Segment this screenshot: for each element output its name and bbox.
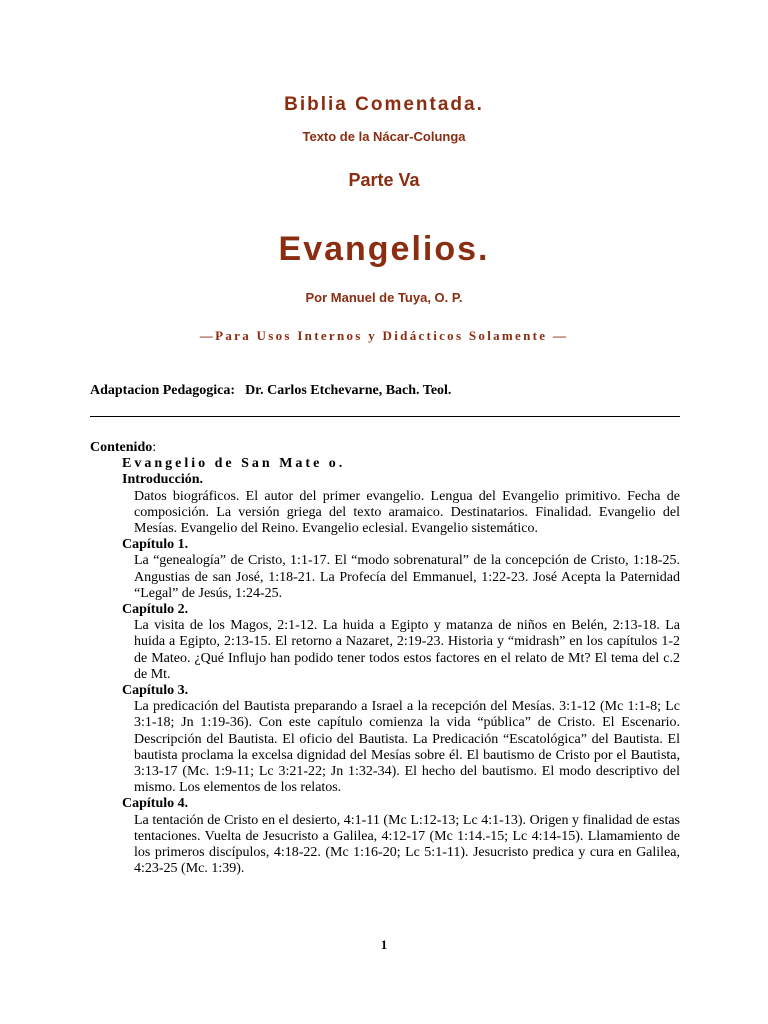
book-title: Biblia Comentada. xyxy=(284,94,484,115)
section-desc-chapter-3: La predicación del Bautista preparando a Israel a la recepción del Mesías. 3:1-12 (Mc 1:1-8; Lc 3:1-18; Jn 1:19-36). Con este capítulo comienza la vida “pública” de Cristo. El Escenario. Descripción del Bautista. El oficio del Bautista. La Predicación “Escatológica” del Bautista. El bautista proclama la excelsa dignidad del Mesías sobre él. El bautismo de Cristo por el Bautista, 3:13-17 (Mc. 1:9-11; Lc 3:21-22; Jn 1:32-34). El hecho del bautismo. El modo descriptivo del mismo. Los elementos de los relatos. xyxy=(134,699,680,796)
section-title-chapter-3: Capítulo 3. xyxy=(122,683,189,699)
adaptation-label: Adaptacion Pedagogica: xyxy=(90,383,236,398)
section-title-chapter-1: Capítulo 1. xyxy=(122,537,189,553)
page-number: 1 xyxy=(380,937,388,952)
part-title: Parte Va xyxy=(348,170,420,190)
section-desc-chapter-4: La tentación de Cristo en el desierto, 4:1-11 (Mc L:12-13; Lc 4:1-13). Origen y finalidad de estas tentaciones. Vuelta de Jesucristo a Galilea, 4:12-17 (Mc 1:14.-15; Lc 4:14-15). Llamamiento de los primeros discípulos, 4:18-22. (Mc 1:16-20; Lc 5:1-11). Jesucristo predica y cura en Galilea, 4:23-25 (Mc. 1:39). xyxy=(134,812,680,877)
section-title-chapter-4: Capítulo 4. xyxy=(122,796,189,812)
translation-subtitle: Texto de la Nácar-Colunga xyxy=(302,129,466,144)
section-desc-chapter-1: La “genealogía” de Cristo, 1:1-17. El “modo sobrenatural” de la concepción de Cristo, 1:18-25. Angustias de san José, 1:18-21. La Profecía del Emmanuel, 1:22-23. José Acepta la Paternidad “Legal” de Jesús, 1:24-25. xyxy=(134,553,680,601)
contents-heading: Contenido: xyxy=(90,440,157,455)
usage-notice: —Para Usos Internos y Didácticos Solamente — xyxy=(199,328,569,343)
gospel-heading: Evangelio de San Mate o. xyxy=(122,456,346,472)
adaptation-line xyxy=(90,383,451,399)
section-desc-chapter-2: La visita de los Magos, 2:1-12. La huida a Egipto y matanza de niños en Belén, 2:13-18. La huida a Egipto, 2:13-15. El retorno a Nazaret, 2:19-23. Historia y “midrash” en los capítulos 1-2 de Mateo. ¿Qué Influjo han podido tener todos estos factores en el relato de Mt? El tema del c.2 de Mt. xyxy=(134,618,680,682)
adaptation-name: Dr. Carlos Etchevarne, Bach. Teol. xyxy=(245,383,452,398)
section-title-intro: Introducción. xyxy=(122,472,204,488)
section-desc-intro: Datos biográficos. El autor del primer evangelio. Lengua del Evangelio primitivo. Fecha de composición. La versión griega del texto aramaico. Destinatarios. Finalidad. Evangelio del Mesías. Evangelio del Reino. Evangelio eclesial. Evangelio sistemático. xyxy=(134,488,680,537)
section-title-chapter-2: Capítulo 2. xyxy=(122,602,189,618)
author-line: Por Manuel de Tuya, O. P. xyxy=(305,290,463,305)
table-of-contents xyxy=(90,440,680,877)
horizontal-divider xyxy=(90,416,680,417)
volume-title: Evangelios. xyxy=(278,230,490,268)
